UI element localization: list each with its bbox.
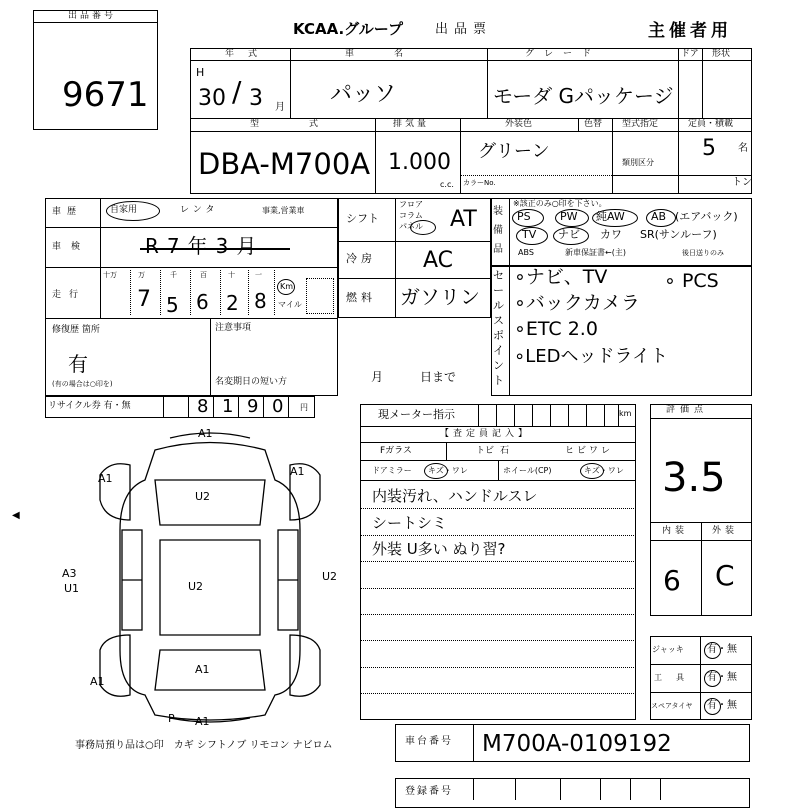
month-suffix: 月 — [275, 102, 285, 113]
remark-text: 内装汚れ、ハンドルスレ — [372, 487, 538, 505]
mileage-unit: 千 — [170, 271, 177, 279]
office-items: 事務局預り品は○印 カギ シフトノブ リモコン ナビロム — [75, 740, 333, 751]
doors-label: ドア — [681, 49, 699, 59]
tools-have: 有・無 — [707, 672, 737, 683]
repair-value: 有 — [68, 352, 88, 376]
mileage-unit: 十 — [228, 271, 235, 279]
sales-label: セールスポイント — [493, 269, 504, 387]
col-divider — [375, 118, 376, 194]
row-divider — [650, 418, 752, 419]
mileage-unit: 万 — [138, 271, 145, 279]
col-divider — [532, 404, 533, 426]
capacity-unit: 名 — [738, 143, 748, 154]
remark-text: シートシミ — [372, 514, 448, 532]
row-divider — [612, 175, 752, 176]
equip-item: AB — [651, 210, 667, 223]
col-divider — [473, 778, 474, 800]
col-divider — [600, 778, 601, 800]
era: H — [196, 66, 205, 79]
lot-label-divider — [33, 22, 158, 23]
tools-label: 工具 — [654, 673, 698, 682]
shift-label: シフト — [346, 212, 379, 225]
shape-label: 形状 — [712, 49, 731, 59]
damage-mark: A3 — [62, 567, 77, 580]
km-unit: Km — [280, 282, 294, 291]
color-value: グリーン — [478, 141, 550, 162]
col-divider — [578, 118, 579, 131]
mirror-option: キズ・ワレ — [428, 466, 468, 475]
fuel-value: ガソリン — [400, 285, 480, 309]
score-value: 3.5 — [662, 455, 726, 501]
row-divider — [190, 60, 752, 61]
jack-label: ジャッキ — [652, 645, 684, 654]
col-divider — [163, 396, 164, 418]
equip-note: ※該正のみ○印を下さい。 — [513, 199, 607, 208]
history-business: 事業,営業車 — [262, 206, 305, 215]
inspection-value: R7年3月 — [145, 234, 265, 258]
day-word: 日まで — [420, 370, 457, 384]
navi-circle — [553, 227, 589, 245]
recycle-label: リサイクル券 有・無 — [48, 401, 131, 411]
grade-value: モーダ Gパッケージ — [493, 84, 674, 108]
history-label: 車歴 — [52, 207, 83, 217]
digit-divider — [248, 270, 249, 315]
digit-divider — [190, 270, 191, 315]
group-title: KCAA.グループ — [293, 20, 403, 38]
shift-value: AT — [450, 207, 477, 232]
lot-number: 9671 — [62, 75, 149, 115]
exterior-label: 外装 — [712, 526, 739, 536]
recycle-digit: 8 — [197, 396, 209, 417]
year-value: 30 — [198, 86, 226, 111]
car-roof — [160, 540, 260, 635]
damage-mark: U2 — [322, 570, 338, 583]
col-divider — [604, 404, 605, 426]
color-label: 外装色 — [505, 119, 533, 129]
equip-item: ABS — [518, 248, 534, 257]
col-divider — [678, 118, 679, 194]
recycle-digit: 1 — [222, 396, 234, 417]
col-divider — [288, 396, 289, 418]
reg-label: 登録番号 — [405, 786, 453, 797]
col-divider — [509, 198, 510, 266]
row-divider — [650, 664, 752, 665]
digit-divider — [130, 270, 131, 315]
wheel-option: キズ・ワレ — [584, 466, 624, 475]
row-divider — [650, 692, 752, 693]
recycle-digit: 0 — [272, 396, 284, 417]
row-divider — [190, 131, 752, 132]
shift-option: コラム — [399, 211, 423, 220]
equip-item: TV — [522, 228, 537, 241]
equip-item: 純AW — [596, 210, 625, 223]
glass-option: トビ — [476, 446, 495, 456]
row-divider — [338, 241, 491, 242]
col-divider — [478, 404, 479, 426]
load-unit: トン — [732, 177, 752, 188]
col-divider — [660, 778, 661, 800]
left-arrow-icon: ◀ — [12, 510, 20, 521]
col-divider — [560, 778, 561, 800]
inspection-strike — [140, 248, 290, 250]
chassis-value: M700A-0109192 — [482, 731, 672, 757]
row-divider — [45, 267, 338, 268]
col-divider — [473, 724, 474, 762]
jack-have: 有・無 — [707, 644, 737, 655]
col-divider — [446, 442, 447, 460]
digit-divider — [220, 270, 221, 315]
col-divider — [568, 404, 569, 426]
damage-mark: U1 — [64, 582, 80, 595]
remark-line — [360, 614, 636, 615]
col-divider — [515, 778, 516, 800]
col-divider — [550, 404, 551, 426]
equip-item: PW — [560, 210, 578, 223]
row-divider — [45, 227, 338, 228]
row-divider — [45, 318, 338, 319]
wheel-circle — [580, 463, 604, 479]
repair-note: (有の場合は○印を) — [52, 380, 113, 388]
mirror-label: ドアミラー — [372, 466, 412, 475]
remark-line — [360, 535, 636, 536]
damage-mark: A1 — [90, 675, 105, 688]
glass-option: ヒビワレ — [565, 446, 614, 456]
color-num-label: カラーNo. — [463, 179, 496, 187]
month-word: 月 — [371, 370, 384, 384]
inspection-label: 車検 — [52, 242, 91, 252]
sheet-title: 出品票 — [435, 22, 493, 37]
col-divider — [702, 48, 703, 118]
damage-mark: A1 — [98, 472, 113, 485]
col-divider — [678, 48, 679, 118]
ab-circle — [646, 209, 676, 227]
meter-label: 現メーター指示 — [378, 408, 455, 421]
glass-label: Fガラス — [380, 446, 412, 456]
row-divider — [360, 426, 636, 427]
color-change-label: 色替 — [584, 119, 603, 129]
vehicle-name: パッソ — [330, 82, 397, 107]
meter-unit: km — [619, 409, 632, 418]
fuel-label: 燃料 — [346, 291, 376, 304]
col-divider — [290, 48, 291, 118]
mileage-digit: 2 — [226, 291, 239, 315]
equip-item: カワ — [600, 228, 622, 241]
damage-mark: A1 — [195, 663, 210, 676]
ac-value: AC — [423, 248, 454, 273]
equip-item: 後日送りのみ — [682, 249, 724, 257]
shift-option: パネル — [399, 222, 423, 231]
col-divider — [514, 404, 515, 426]
model-label: 型式 — [250, 119, 369, 129]
col-divider — [238, 396, 239, 418]
displacement-value: 1.000 — [388, 150, 451, 175]
col-divider — [460, 118, 461, 194]
notes-label: 注意事項 — [215, 323, 252, 333]
spare-circle — [704, 698, 721, 715]
damage-mark: A1 — [195, 715, 210, 728]
car-diagram — [60, 420, 360, 730]
equip-item: (エアバック) — [675, 210, 738, 223]
sales-point: ∘ナビ、TV — [514, 266, 608, 288]
col-divider — [498, 460, 499, 480]
aw-circle — [592, 209, 638, 227]
mileage-digit: 6 — [196, 290, 209, 314]
tv-circle — [516, 227, 548, 245]
tools-circle — [704, 670, 721, 687]
remark-line — [360, 693, 636, 694]
displacement-label: 排気量 — [393, 119, 430, 129]
col-divider — [263, 396, 264, 418]
equip-item: ナビ — [558, 228, 580, 241]
damage-mark: A1 — [198, 427, 213, 440]
remark-line — [360, 508, 636, 509]
spare-have: 有・無 — [707, 700, 737, 711]
row-divider — [360, 442, 636, 443]
shift-option: フロア — [399, 200, 423, 209]
col-divider — [395, 198, 396, 318]
class-label: 類別区分 — [622, 158, 654, 167]
row-divider — [338, 278, 491, 279]
staff-label: 【査定員記入】 — [440, 429, 532, 439]
row-divider — [460, 175, 612, 176]
mile-unit: マイル — [278, 300, 302, 309]
col-divider — [700, 636, 701, 720]
recycle-digit: 9 — [247, 396, 259, 417]
capacity-label: 定員・積載 — [688, 119, 734, 129]
remark-line — [360, 588, 636, 589]
col-divider — [213, 396, 214, 418]
remark-line — [360, 640, 636, 641]
mileage-unit: 一 — [255, 271, 262, 279]
col-divider — [586, 404, 587, 426]
name-label: 車名 — [345, 49, 444, 59]
type-designation-label: 型式指定 — [622, 119, 659, 129]
cc-unit: c.c. — [440, 180, 454, 189]
glass-option: 石 — [500, 446, 510, 456]
remark-text: 外装 U多い ぬり習? — [372, 540, 506, 558]
sales-point: ∘LEDヘッドライト — [514, 346, 669, 367]
interior-label: 内装 — [662, 526, 689, 536]
wheel-label: ホイール(CP) — [503, 466, 552, 475]
organizer-label: 主催者用 — [648, 21, 732, 41]
col-divider — [509, 266, 510, 396]
sales-point: ∘ PCS — [664, 270, 719, 292]
row-divider — [360, 480, 636, 481]
sales-point: ∘バックカメラ — [514, 292, 640, 314]
score-label: 評価点 — [666, 405, 709, 415]
ac-label: 冷房 — [346, 252, 376, 265]
damage-mark: U2 — [188, 580, 204, 593]
mile-box — [306, 278, 334, 314]
km-circle — [277, 279, 295, 295]
history-private: 自家用 — [110, 205, 138, 215]
col-divider — [496, 404, 497, 426]
capacity-value: 5 — [702, 136, 716, 161]
digit-divider — [160, 270, 161, 315]
short-period-label: 名変期日の短い方 — [215, 377, 288, 387]
equip-item: 新車保証書←(主) — [565, 248, 626, 257]
yen-unit: 円 — [300, 403, 308, 412]
pw-circle — [555, 209, 589, 227]
equip-item: PS — [517, 210, 531, 223]
jack-circle — [704, 642, 721, 659]
col-divider — [612, 118, 613, 194]
car-trunk — [155, 650, 265, 690]
damage-mark: A1 — [290, 465, 305, 478]
lot-label: 出品番号 — [68, 11, 117, 21]
remark-line — [360, 667, 636, 668]
repair-label: 修復歴 箇所 — [52, 325, 100, 335]
equip-item: SR(サンルーフ) — [640, 228, 717, 241]
col-divider — [630, 778, 631, 800]
col-divider — [210, 318, 211, 396]
chassis-label: 車台番号 — [405, 736, 453, 747]
exterior-value: C — [715, 559, 735, 592]
private-circle — [106, 201, 160, 221]
col-divider — [487, 48, 488, 118]
panel-circle — [410, 220, 436, 235]
mirror-circle — [424, 463, 448, 479]
col-divider — [701, 522, 702, 616]
interior-value: 6 — [663, 564, 681, 597]
history-rental: レンタ — [180, 205, 219, 215]
mileage-digit: 5 — [166, 293, 179, 317]
remark-line — [360, 561, 636, 562]
equip-label: 装備品 — [493, 206, 503, 255]
damage-mark: U2 — [195, 490, 211, 503]
mileage-digit: 7 — [137, 287, 151, 312]
mileage-unit: 十万 — [103, 271, 117, 279]
year-slash: / — [232, 75, 242, 108]
ps-circle — [512, 209, 544, 227]
year-label: 年式 — [225, 49, 272, 59]
digit-divider — [274, 270, 275, 315]
model-value: DBA-M700A — [198, 147, 371, 181]
mileage-label: 走行 — [52, 290, 87, 300]
col-divider — [188, 396, 189, 418]
grade-label: グレード — [525, 49, 602, 59]
damage-mark: P — [168, 712, 175, 725]
mileage-digit: 8 — [254, 289, 267, 313]
sales-point: ∘ETC 2.0 — [514, 318, 598, 340]
car-right-rear — [290, 635, 320, 696]
month-value: 3 — [249, 86, 263, 111]
mileage-unit: 百 — [200, 271, 207, 279]
col-divider — [100, 198, 101, 318]
car-body-outline — [120, 443, 300, 721]
spare-label: スペアタイヤ — [651, 702, 693, 710]
